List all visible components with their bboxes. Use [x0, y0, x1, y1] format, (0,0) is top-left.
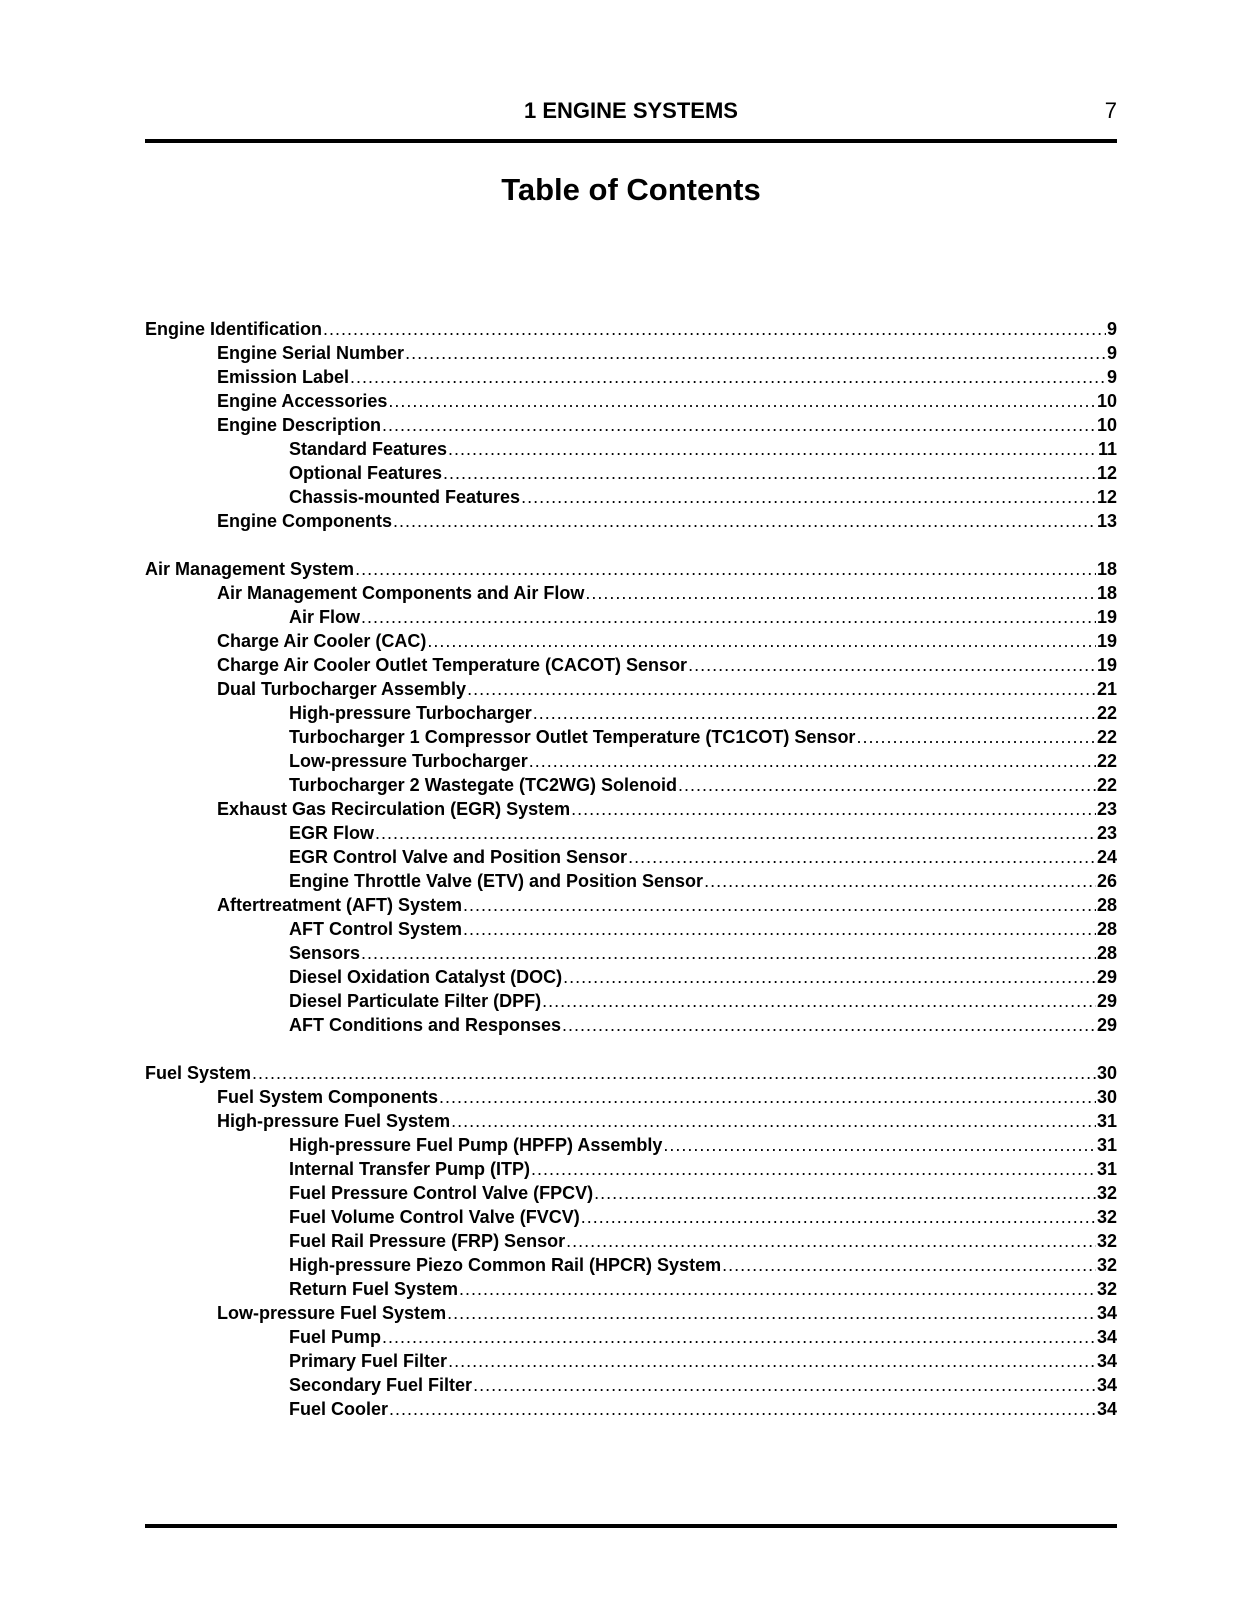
dot-leader	[856, 725, 1096, 749]
dot-leader	[439, 1085, 1096, 1109]
dot-leader	[459, 1277, 1096, 1301]
toc-entry[interactable]	[145, 365, 1117, 389]
dot-leader	[393, 509, 1096, 533]
toc-entry-label: Return Fuel System	[289, 1279, 459, 1299]
toc-entry-label: Sensors	[289, 943, 361, 963]
toc-entry-page: 32	[1096, 1207, 1117, 1227]
toc-entry[interactable]	[145, 1397, 1117, 1421]
toc-entry[interactable]	[145, 701, 1117, 725]
toc-section	[145, 1061, 1117, 1421]
chapter-title: 1 ENGINE SYSTEMS	[524, 98, 738, 123]
toc-entry-page: 19	[1096, 607, 1117, 627]
toc-entry-label: Optional Features	[289, 463, 443, 483]
toc-entry-label: Air Flow	[289, 607, 360, 627]
toc-entry[interactable]	[145, 1181, 1117, 1205]
toc-entry[interactable]	[145, 605, 1117, 629]
toc-entry-page: 34	[1096, 1327, 1117, 1347]
toc-entry[interactable]	[145, 461, 1117, 485]
dot-leader	[252, 1061, 1096, 1085]
header-rule	[145, 139, 1117, 143]
dot-leader	[663, 1133, 1096, 1157]
toc-entry-page: 34	[1096, 1303, 1117, 1323]
toc-entry[interactable]	[145, 941, 1117, 965]
toc-entry-label: Internal Transfer Pump (ITP)	[289, 1159, 531, 1179]
toc-entry[interactable]	[145, 581, 1117, 605]
toc-entry[interactable]	[145, 317, 1117, 341]
toc-entry[interactable]	[145, 389, 1117, 413]
dot-leader	[722, 1253, 1096, 1277]
toc-entry-page: 18	[1096, 583, 1117, 603]
toc-entry-label: AFT Control System	[289, 919, 463, 939]
toc-entry-page: 34	[1096, 1351, 1117, 1371]
dot-leader	[678, 773, 1096, 797]
toc-entry-page: 18	[1096, 559, 1117, 579]
toc-entry-page: 31	[1096, 1111, 1117, 1131]
toc-entry-label: Standard Features	[289, 439, 448, 459]
toc-entry-page: 11	[1097, 439, 1117, 459]
toc-entry-page: 19	[1096, 631, 1117, 651]
toc-entry-label: Diesel Particulate Filter (DPF)	[289, 991, 542, 1011]
dot-leader	[361, 605, 1096, 629]
toc-entry[interactable]	[145, 629, 1117, 653]
toc-entry[interactable]	[145, 917, 1117, 941]
toc-entry-label: Engine Throttle Valve (ETV) and Position Sensor	[289, 871, 704, 891]
toc-entry-label: Low-pressure Turbocharger	[289, 751, 528, 771]
toc-entry-label: Fuel Cooler	[289, 1399, 389, 1419]
dot-leader	[355, 557, 1096, 581]
toc-entry[interactable]	[145, 1133, 1117, 1157]
toc-entry[interactable]	[145, 341, 1117, 365]
toc-entry-label: Fuel System	[145, 1063, 252, 1083]
toc-entry-label: EGR Flow	[289, 823, 374, 843]
toc-entry-page: 13	[1096, 511, 1117, 531]
toc-entry-label: Dual Turbocharger Assembly	[217, 679, 467, 699]
dot-leader	[594, 1181, 1096, 1205]
table-of-contents	[145, 317, 1117, 1445]
toc-entry-label: Air Management Components and Air Flow	[217, 583, 585, 603]
dot-leader	[323, 317, 1106, 341]
toc-entry[interactable]	[145, 1205, 1117, 1229]
dot-leader	[361, 941, 1096, 965]
toc-entry-page: 22	[1096, 727, 1117, 747]
toc-entry-page: 22	[1096, 703, 1117, 723]
toc-entry-page: 32	[1096, 1183, 1117, 1203]
toc-entry-label: Emission Label	[217, 367, 350, 387]
toc-section	[145, 557, 1117, 1037]
page-header	[145, 96, 1117, 126]
toc-entry-label: Secondary Fuel Filter	[289, 1375, 473, 1395]
toc-entry-page: 23	[1096, 799, 1117, 819]
dot-leader	[571, 797, 1096, 821]
toc-entry-page: 31	[1096, 1135, 1117, 1155]
toc-entry[interactable]	[145, 845, 1117, 869]
toc-entry-page: 12	[1096, 463, 1117, 483]
toc-entry-page: 12	[1096, 487, 1117, 507]
toc-entry-page: 32	[1096, 1231, 1117, 1251]
dot-leader	[405, 341, 1106, 365]
toc-entry-label: Turbocharger 2 Wastegate (TC2WG) Solenoid	[289, 775, 678, 795]
page-number: 7	[1104, 98, 1117, 123]
toc-entry-label: Engine Serial Number	[217, 343, 405, 363]
dot-leader	[388, 389, 1096, 413]
toc-entry-label: Diesel Oxidation Catalyst (DOC)	[289, 967, 563, 987]
dot-leader	[463, 893, 1096, 917]
dot-leader	[447, 1301, 1096, 1325]
toc-entry[interactable]	[145, 749, 1117, 773]
toc-entry[interactable]	[145, 1085, 1117, 1109]
toc-entry-page: 31	[1096, 1159, 1117, 1179]
dot-leader	[628, 845, 1096, 869]
toc-entry-label: Engine Identification	[145, 319, 323, 339]
dot-leader	[566, 1229, 1096, 1253]
toc-entry[interactable]	[145, 893, 1117, 917]
toc-entry[interactable]	[145, 1325, 1117, 1349]
toc-entry[interactable]	[145, 1373, 1117, 1397]
toc-entry[interactable]	[145, 509, 1117, 533]
dot-leader	[581, 1205, 1096, 1229]
toc-entry-label: Fuel System Components	[217, 1087, 439, 1107]
toc-entry-page: 9	[1106, 343, 1117, 363]
toc-entry[interactable]	[145, 1229, 1117, 1253]
toc-entry[interactable]	[145, 797, 1117, 821]
dot-leader	[563, 965, 1096, 989]
toc-entry-page: 10	[1096, 391, 1117, 411]
toc-entry-label: Engine Description	[217, 415, 382, 435]
toc-entry-page: 28	[1096, 895, 1117, 915]
dot-leader	[375, 821, 1096, 845]
dot-leader	[350, 365, 1106, 389]
toc-entry-label: Turbocharger 1 Compressor Outlet Temperature (TC1COT) Sensor	[289, 727, 856, 747]
dot-leader	[531, 1157, 1096, 1181]
toc-entry-label: Fuel Rail Pressure (FRP) Sensor	[289, 1231, 566, 1251]
toc-entry-label: High-pressure Turbocharger	[289, 703, 532, 723]
toc-entry-label: EGR Control Valve and Position Sensor	[289, 847, 628, 867]
toc-entry-page: 28	[1096, 919, 1117, 939]
toc-entry[interactable]	[145, 653, 1117, 677]
dot-leader	[521, 485, 1096, 509]
toc-entry-page: 29	[1096, 967, 1117, 987]
dot-leader	[473, 1373, 1096, 1397]
toc-entry-page: 30	[1096, 1063, 1117, 1083]
dot-leader	[467, 677, 1096, 701]
toc-entry-label: Air Management System	[145, 559, 355, 579]
dot-leader	[382, 413, 1096, 437]
toc-entry[interactable]	[145, 1253, 1117, 1277]
dot-leader	[562, 1013, 1096, 1037]
dot-leader	[542, 989, 1096, 1013]
toc-entry-label: Fuel Pressure Control Valve (FPCV)	[289, 1183, 594, 1203]
toc-entry-label: Low-pressure Fuel System	[217, 1303, 447, 1323]
toc-entry-page: 32	[1096, 1255, 1117, 1275]
toc-entry[interactable]	[145, 965, 1117, 989]
toc-entry-page: 29	[1096, 991, 1117, 1011]
dot-leader	[533, 701, 1096, 725]
toc-entry-label: Exhaust Gas Recirculation (EGR) System	[217, 799, 571, 819]
dot-leader	[529, 749, 1096, 773]
toc-entry-page: 22	[1096, 775, 1117, 795]
toc-entry-label: Fuel Volume Control Valve (FVCV)	[289, 1207, 580, 1227]
toc-entry-page: 9	[1106, 319, 1117, 339]
toc-entry-page: 23	[1096, 823, 1117, 843]
toc-entry[interactable]	[145, 1109, 1117, 1133]
toc-entry[interactable]	[145, 437, 1117, 461]
toc-entry-label: Chassis-mounted Features	[289, 487, 521, 507]
dot-leader	[704, 869, 1096, 893]
toc-entry[interactable]	[145, 773, 1117, 797]
toc-entry[interactable]	[145, 725, 1117, 749]
footer-rule	[145, 1524, 1117, 1528]
toc-entry-label: AFT Conditions and Responses	[289, 1015, 562, 1035]
document-title: Table of Contents	[501, 172, 761, 207]
toc-entry[interactable]	[145, 1061, 1117, 1085]
dot-leader	[443, 461, 1096, 485]
toc-entry-page: 22	[1096, 751, 1117, 771]
toc-section	[145, 317, 1117, 533]
toc-entry[interactable]	[145, 1157, 1117, 1181]
dot-leader	[389, 1397, 1096, 1421]
toc-entry[interactable]	[145, 677, 1117, 701]
toc-entry-page: 24	[1096, 847, 1117, 867]
toc-entry[interactable]	[145, 821, 1117, 845]
toc-entry[interactable]	[145, 1349, 1117, 1373]
toc-entry-page: 30	[1096, 1087, 1117, 1107]
toc-entry[interactable]	[145, 869, 1117, 893]
toc-entry-label: Fuel Pump	[289, 1327, 382, 1347]
dot-leader	[585, 581, 1096, 605]
toc-entry-page: 9	[1106, 367, 1117, 387]
toc-entry[interactable]	[145, 485, 1117, 509]
toc-entry[interactable]	[145, 1301, 1117, 1325]
toc-entry-page: 19	[1096, 655, 1117, 675]
toc-entry-label: Aftertreatment (AFT) System	[217, 895, 463, 915]
toc-entry-label: High-pressure Piezo Common Rail (HPCR) System	[289, 1255, 722, 1275]
toc-entry-label: Charge Air Cooler Outlet Temperature (CACOT) Sensor	[217, 655, 688, 675]
toc-entry-page: 21	[1096, 679, 1117, 699]
toc-entry-page: 32	[1096, 1279, 1117, 1299]
toc-entry-label: Charge Air Cooler (CAC)	[217, 631, 427, 651]
dot-leader	[427, 629, 1096, 653]
toc-entry-page: 28	[1096, 943, 1117, 963]
toc-entry[interactable]	[145, 1277, 1117, 1301]
toc-entry-page: 26	[1096, 871, 1117, 891]
toc-entry-label: High-pressure Fuel Pump (HPFP) Assembly	[289, 1135, 663, 1155]
dot-leader	[382, 1325, 1096, 1349]
toc-entry-label: High-pressure Fuel System	[217, 1111, 451, 1131]
dot-leader	[463, 917, 1096, 941]
toc-entry[interactable]	[145, 1013, 1117, 1037]
toc-entry[interactable]	[145, 989, 1117, 1013]
toc-entry[interactable]	[145, 413, 1117, 437]
toc-entry-page: 34	[1096, 1399, 1117, 1419]
toc-entry[interactable]	[145, 557, 1117, 581]
toc-entry-page: 29	[1096, 1015, 1117, 1035]
dot-leader	[448, 1349, 1096, 1373]
toc-entry-label: Engine Accessories	[217, 391, 388, 411]
dot-leader	[688, 653, 1096, 677]
toc-entry-page: 34	[1096, 1375, 1117, 1395]
dot-leader	[448, 437, 1097, 461]
dot-leader	[451, 1109, 1096, 1133]
toc-entry-label: Primary Fuel Filter	[289, 1351, 448, 1371]
toc-entry-label: Engine Components	[217, 511, 392, 531]
toc-entry-page: 10	[1096, 415, 1117, 435]
